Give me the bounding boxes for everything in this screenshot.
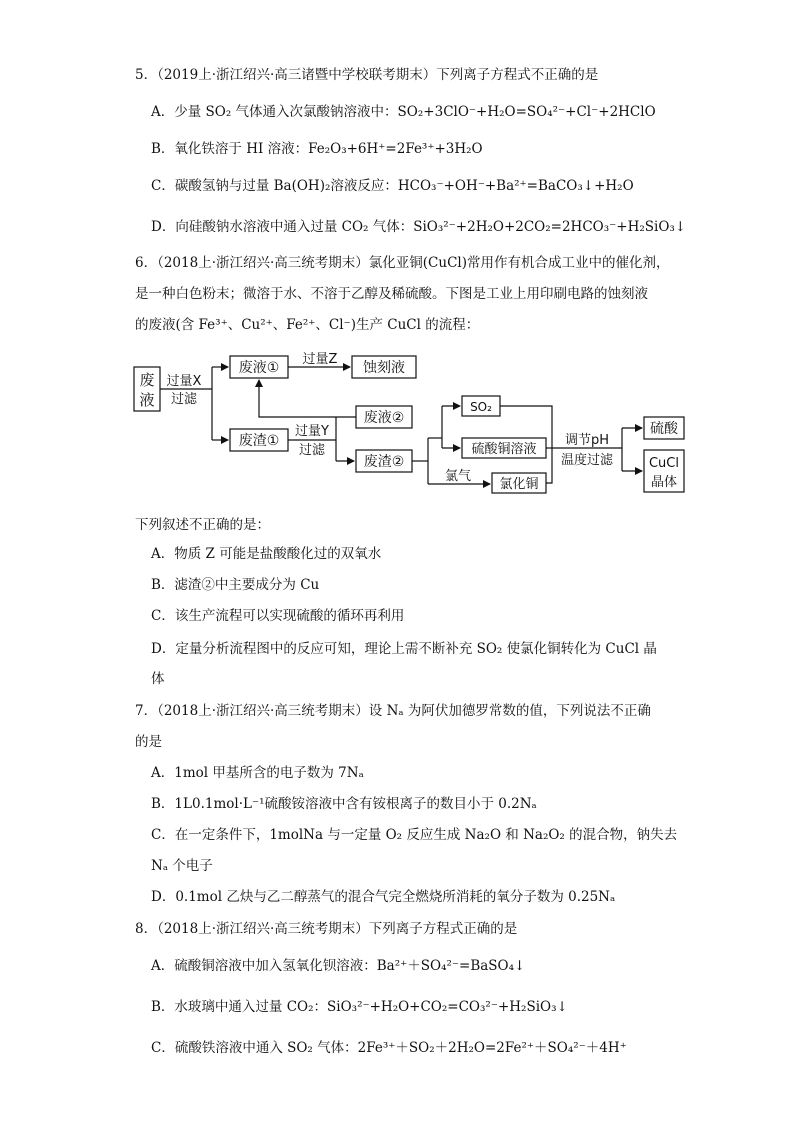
q5-option-b: B．氧化铁溶于 HI 溶液：Fe₂O₃+6H⁺=2Fe³⁺+3H₂O (151, 141, 483, 157)
residue-1-label: 废渣① (238, 433, 280, 449)
q8-option-a: A．硫酸铜溶液中加入氢氧化钡溶液：Ba²⁺＋SO₄²⁻=BaSO₄↓ (151, 958, 526, 974)
adjust-ph-label: 调节pH (564, 433, 610, 448)
q7-option-a: A．1mol 甲基所含的电子数为 7Nₐ (151, 765, 364, 781)
liquid-2-label: 废液② (363, 410, 405, 426)
q6-option-d-line1: D．定量分析流程图中的反应可知，理论上需不断补充 SO₂ 使氯化铜转化为 CuCl 晶 (151, 641, 657, 657)
q7-option-b: B．1L0.1mol·L⁻¹硫酸铵溶液中含有铵根离子的数目小于 0.2Nₐ (151, 796, 537, 812)
q7-option-d: D．0.1mol 乙炔与乙二醇蒸气的混合气完全燃烧所消耗的氧分子数为 0.25Nₐ (151, 889, 616, 905)
reagent-x-label: 过量X (166, 374, 202, 389)
waste-liquid-label-2: 液 (139, 391, 155, 409)
cucl-label: CuCl (648, 456, 680, 471)
q8-stem: 8．（2018上·浙江绍兴·高三统考期末）下列离子方程式正确的是 (135, 921, 518, 937)
etch-liquid-label: 蚀刻液 (363, 360, 405, 376)
q6-option-a: A．物质 Z 可能是盐酸酸化过的双氧水 (151, 546, 382, 562)
reagent-y-label: 过量Y (295, 424, 329, 439)
q6-option-b: B．滤渣②中主要成分为 Cu (151, 577, 320, 593)
sulfuric-label: 硫酸 (650, 421, 678, 437)
q8-option-b: B．水玻璃中通入过量 CO₂：SiO₃²⁻+H₂O+CO₂=CO₃²⁻+H₂SiO₃↓ (151, 999, 568, 1015)
q6-ask: 下列叙述不正确的是： (135, 517, 270, 533)
liquid-1-label: 废液① (238, 360, 280, 376)
q5-option-a: A．少量 SO₂ 气体通入次氯酸钠溶液中：SO₂+3ClO⁻+H₂O=SO₄²⁻+Cl⁻+2HClO (151, 104, 656, 120)
q7-option-c-line1: C．在一定条件下，1molNa 与一定量 O₂ 反应生成 Na₂O 和 Na₂O₂ 的混合物，钠失去 (151, 827, 678, 843)
q5-stem: 5．（2019上·浙江绍兴·高三诸暨中学校联考期末）下列离子方程式不正确的是 (135, 67, 599, 83)
q6-option-d-line2: 体 (151, 671, 165, 687)
q5-option-d: D．向硅酸钠水溶液中通入过量 CO₂ 气体：SiO₃²⁻+2H₂O+2CO₂=2HCO₃⁻+H₂SiO₃↓ (151, 219, 687, 235)
reagent-z-label: 过量Z (302, 352, 338, 367)
cucl2-label: 氯化铜 (499, 477, 539, 492)
crystal-label: 晶体 (650, 475, 678, 490)
q5-option-c: C．碳酸氢钠与过量 Ba(OH)₂溶液反应：HCO₃⁻+OH⁻+Ba²⁺=BaCO₃↓+H₂O (151, 178, 634, 194)
so2-label: SO₂ (470, 400, 492, 414)
q6-stem-line2: 是一种白色粉末；微溶于水、不溶于乙醇及稀硫酸。下图是工业上用印刷电路的蚀刻液 (135, 286, 648, 302)
chlorine-label: 氯气 (444, 469, 472, 484)
q7-stem-line1: 7．（2018上·浙江绍兴·高三统考期末）设 Nₐ 为阿伏加德罗常数的值，下列说法不正确 (135, 703, 651, 719)
process-flow-diagram (132, 352, 692, 502)
filter-2-label: 过滤 (298, 443, 326, 458)
filter-1-label: 过滤 (170, 392, 198, 407)
residue-2-label: 废渣② (363, 454, 405, 470)
cuso4-label: 硫酸铜溶液 (471, 442, 537, 457)
temp-filter-label: 温度过滤 (560, 453, 614, 468)
q8-option-c: C．硫酸铁溶液中通入 SO₂ 气体：2Fe³⁺＋SO₂＋2H₂O=2Fe²⁺＋SO₄²⁻＋4H⁺ (151, 1040, 627, 1056)
q6-stem-line1: 6．（2018上·浙江绍兴·高三统考期末）氯化亚铜(CuCl)常用作有机合成工业中的催化剂， (135, 255, 670, 271)
q7-stem-line2: 的是 (135, 734, 162, 750)
q6-stem-line3: 的废液(含 Fe³⁺、Cu²⁺、Fe²⁺、Cl⁻)生产 CuCl 的流程： (135, 317, 480, 333)
q6-option-c: C．该生产流程可以实现硫酸的循环再利用 (151, 608, 405, 624)
q7-option-c-line2: Nₐ 个电子 (151, 858, 213, 874)
waste-liquid-label-1: 废 (139, 371, 155, 389)
